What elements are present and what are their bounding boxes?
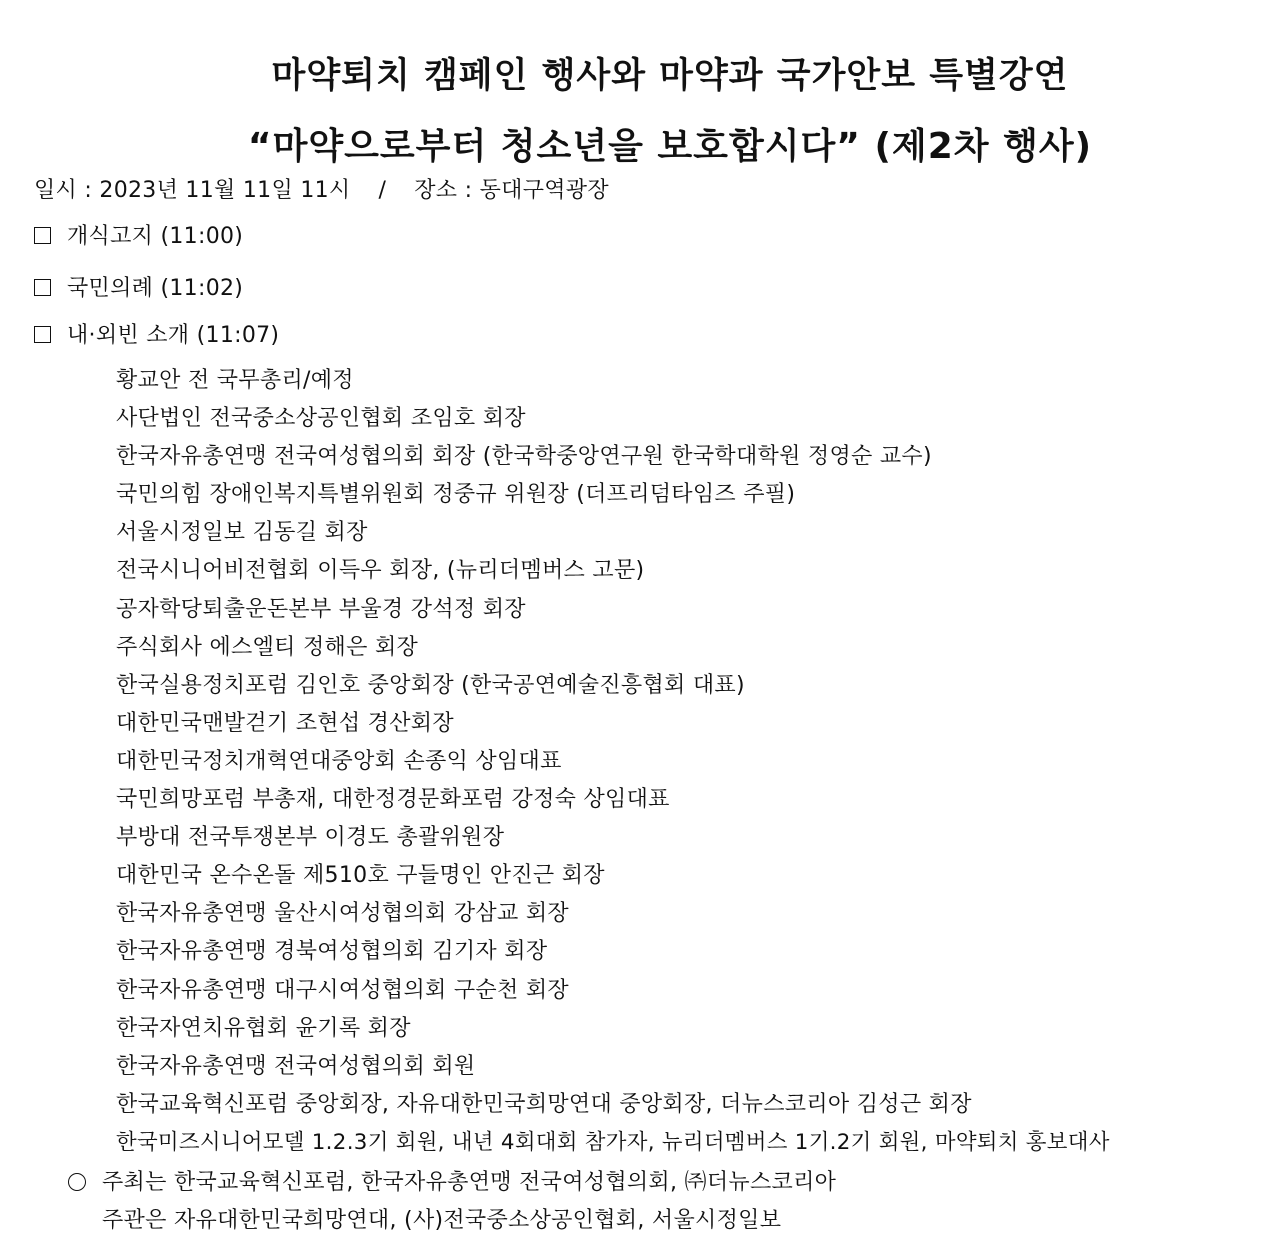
checkbox-square-icon [34, 279, 51, 296]
checkbox-square-icon [34, 227, 51, 244]
guest-item: 한국자유총연맹 울산시여성협의회 강삼교 회장 [116, 901, 569, 927]
guest-item: 황교안 전 국무총리/예정 [116, 368, 354, 393]
event-date: 일시 : 2023년 11월 11일 11시 [34, 178, 351, 203]
guest-item: 한국자유총연맹 전국여성협의회 회장 (한국학중앙연구원 한국학대학원 정영순 교수) [116, 444, 932, 470]
guest-item: 전국시니어비전협회 이득우 회장, (뉴리더멤버스 고문) [116, 558, 645, 584]
event-info [34, 176, 609, 206]
guest-item: 국민의힘 장애인복지특별위원회 정중규 위원장 (더프리덤타임즈 주필) [116, 482, 796, 508]
guest-item: 한국미즈시니어모델 1.2.3기 회원, 내년 4회대회 참가자, 뉴리더멤버스 1기.2기 회원, 마약퇴치 홍보대사 [116, 1129, 1110, 1155]
guest-item: 사단법인 전국중소상공인협회 조임호 회장 [116, 406, 526, 432]
guest-list [116, 366, 1110, 1166]
guest-item: 공자학당퇴출운돈본부 부울경 강석정 회장 [116, 596, 526, 622]
guest-item: 대한민국정치개혁연대중앙회 손종익 상임대표 [116, 748, 562, 774]
guest-item: 대한민국맨발걷기 조현섭 경산회장 [116, 710, 454, 736]
guest-item: 국민희망포럼 부총재, 대한정경문화포럼 강정숙 상임대표 [116, 787, 670, 813]
host-line [68, 1168, 836, 1198]
guest-item: 한국자연치유협회 윤기록 회장 [116, 1015, 411, 1041]
guest-item: 한국자유총연맹 대구시여성협의회 구순천 회장 [116, 977, 569, 1003]
guest-item: 주식회사 에스엘티 정해은 회장 [116, 634, 419, 660]
guest-item: 한국교육혁신포럼 중앙회장, 자유대한민국희망연대 중앙회장, 더뉴스코리아 김성근 회장 [116, 1091, 972, 1117]
section-label: 내·외빈 소개 (11:07) [67, 323, 280, 348]
title-line-1: 마약퇴치 캠페인 행사와 마약과 국가안보 특별강연 [271, 56, 1069, 96]
organizer-line: 주관은 자유대한민국희망연대, (사)전국중소상공인협회, 서울시정일보 [102, 1208, 782, 1233]
guest-item: 한국자유총연맹 전국여성협의회 회원 [116, 1053, 476, 1079]
guest-item: 한국자유총연맹 경북여성협의회 김기자 회장 [116, 939, 548, 965]
host-text: 주최는 한국교육혁신포럼, 한국자유총연맹 전국여성협의회, ㈜더뉴스코리아 [102, 1170, 837, 1195]
guest-item: 한국실용정치포럼 김인호 중앙회장 (한국공연예술진흥협회 대표) [116, 672, 745, 698]
title-line-2: “마약으로부터 청소년을 보호합시다” (제2차 행사) [247, 126, 1093, 167]
section-label: 개식고지 (11:00) [67, 224, 244, 249]
checkbox-square-icon [34, 326, 51, 343]
guest-item: 부방대 전국투쟁본부 이경도 총괄위원장 [116, 825, 505, 851]
event-place: 장소 : 동대구역광장 [414, 178, 609, 203]
section-ceremony [34, 274, 243, 304]
section-label: 국민의례 (11:02) [67, 276, 244, 301]
bullet-circle-icon [68, 1173, 86, 1191]
guest-item: 서울시정일보 김동길 회장 [116, 520, 368, 546]
section-introduction [34, 321, 279, 351]
section-opening [34, 222, 243, 252]
guest-item: 대한민국 온수온돌 제510호 구들명인 안진근 회장 [116, 863, 605, 889]
info-separator: / [378, 178, 387, 203]
